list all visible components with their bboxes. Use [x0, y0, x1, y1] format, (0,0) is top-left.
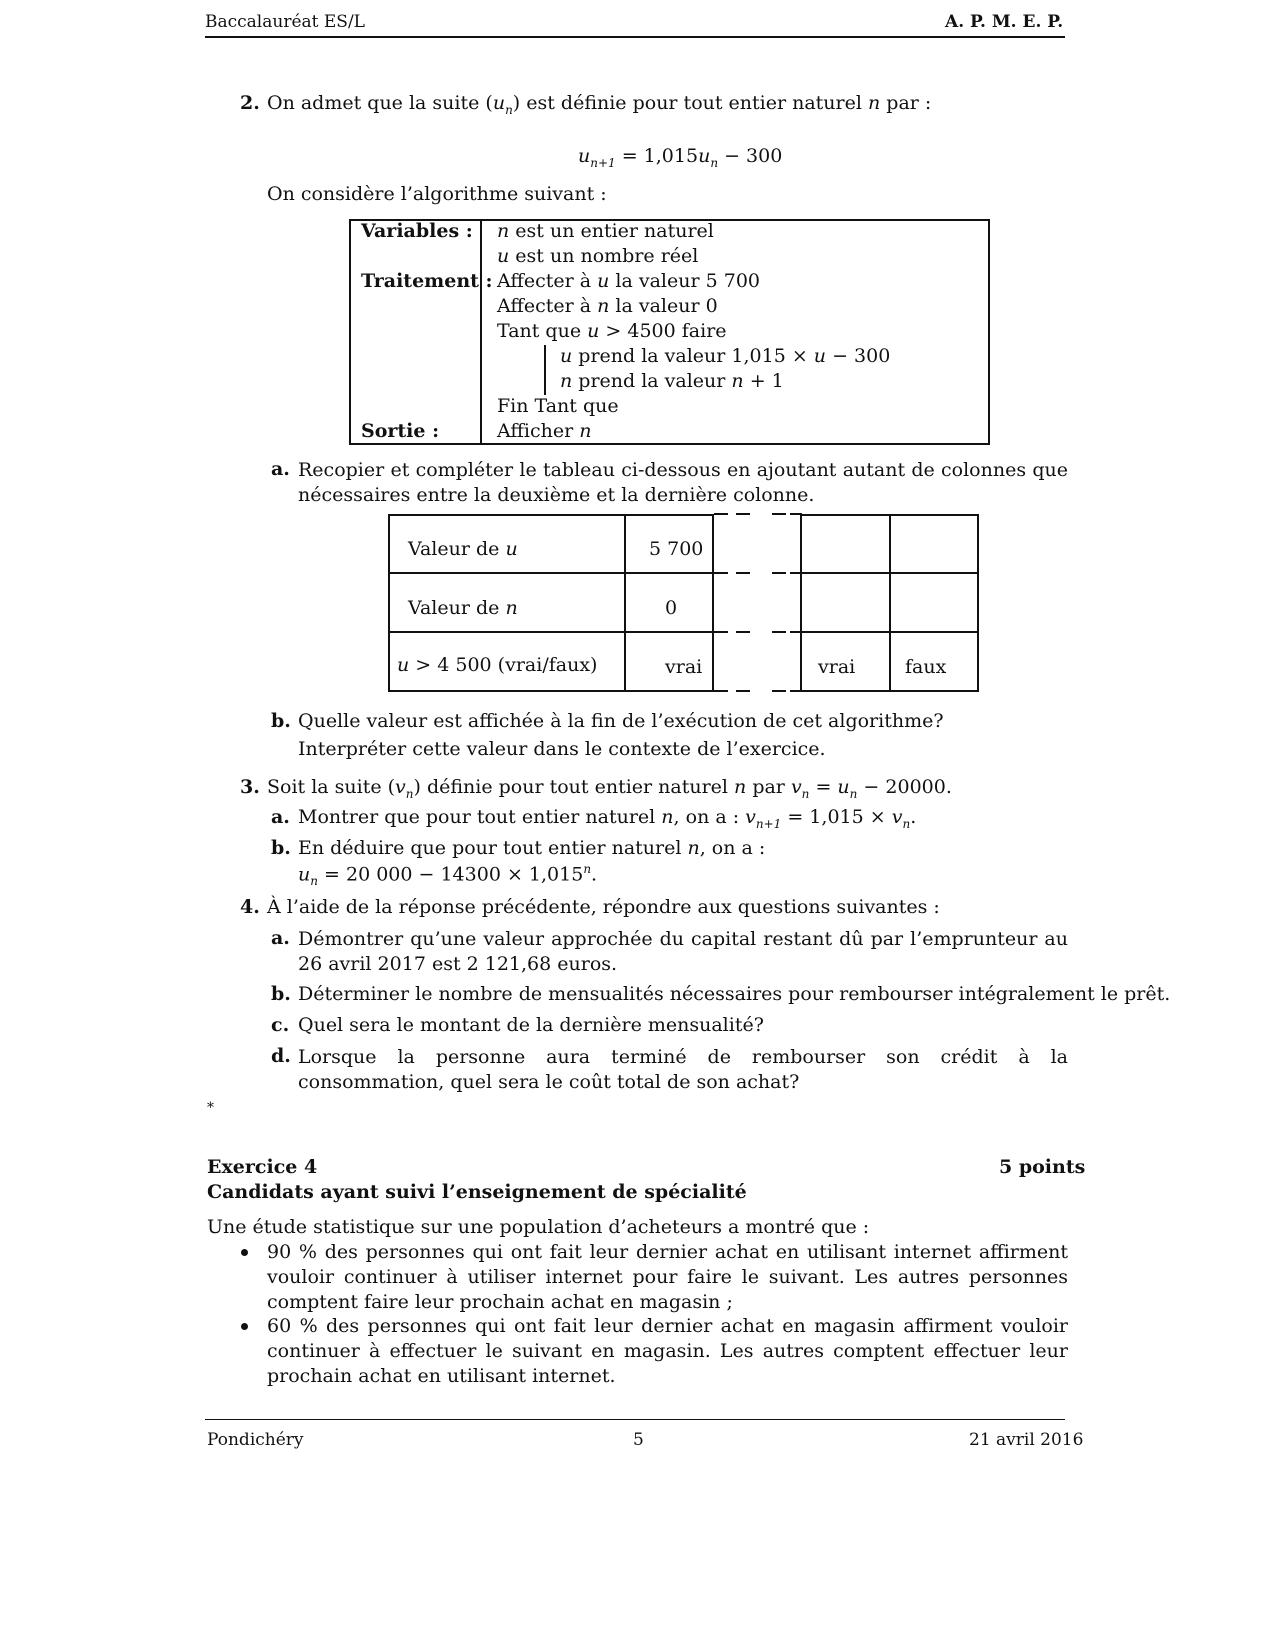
algo-label-traitement: Traitement : — [361, 270, 493, 292]
table-dash — [714, 690, 728, 692]
q2-consider: On considère l’algorithme suivant : — [267, 183, 607, 205]
table-dash — [736, 690, 750, 692]
footer-right: 21 avril 2016 — [969, 1430, 1084, 1450]
table-dash — [790, 631, 802, 633]
exercise-subtitle: Candidats ayant suivi l’enseignement de spécialité — [207, 1181, 747, 1203]
table-row2-value1: 0 — [665, 597, 678, 619]
table-dash — [772, 513, 786, 515]
table-dash — [790, 572, 802, 574]
q3-number: 3. — [240, 776, 260, 798]
q4-number: 4. — [240, 896, 260, 918]
algo-label-variables: Variables : — [361, 220, 473, 242]
q3-intro: Soit la suite $(v_n)$ définie pour tout entier naturel n par $v_n = u_n - 20000$. — [267, 776, 952, 801]
table-dash — [790, 690, 802, 692]
q2-number: 2. — [240, 92, 260, 114]
table-row3-value3: vrai — [818, 656, 856, 678]
q4b-text: Déterminer le nombre de mensualités nécessaires pour rembourser intégralement le prêt. — [298, 983, 1171, 1005]
q3a-text: Montrer que pour tout entier naturel n, on a : $v_{n+1} = 1,015 \times v_n$. — [298, 806, 917, 831]
q4c-label: c. — [271, 1014, 290, 1036]
header-rule — [205, 36, 1065, 38]
table-dash — [736, 513, 750, 515]
q3b-formula: $u_n = 20$ $000 - 14300 \times 1,015^n$. — [298, 862, 598, 889]
table-row3-value1: vrai — [665, 656, 703, 678]
table-dash — [714, 572, 728, 574]
q4a-label: a. — [271, 927, 290, 949]
q2-recurrence-formula: $u_{n+1} = 1,015u_n - 300$ — [578, 145, 783, 170]
bullet-item-1: 90 % des personnes qui ont fait leur dernier achat en utilisant internet affirment vouloir continuer à utiliser internet pour faire le suivant. Les autres personnes comptent faire leur prochain achat en magasin ; — [267, 1241, 1068, 1313]
header-right: A. P. M. E. P. — [945, 12, 1064, 32]
algorithm-divider — [480, 219, 482, 445]
q4a-text: Démontrer qu’une valeur approchée du capital restant dû par l’emprunteur au 26 avril 2017 est 2 121,68 euros. — [298, 928, 1068, 975]
q3a-label: a. — [271, 806, 290, 828]
header-left: Baccalauréat ES/L — [205, 12, 365, 32]
exercise-title: Exercice 4 — [207, 1156, 318, 1178]
algo-loop-bar — [544, 345, 546, 395]
table-row3-value4: faux — [905, 656, 947, 678]
table-col-divider — [624, 514, 626, 692]
algo-line-4: Affecter à n la valeur 0 — [497, 295, 718, 317]
exercise-intro: Une étude statistique sur une population d’acheteurs a montré que : — [207, 1216, 870, 1238]
table-row-divider-1 — [388, 572, 714, 574]
algo-line-6: u prend la valeur 1,015 × u − 300 — [560, 345, 891, 367]
bullet-item-2: 60 % des personnes qui ont fait leur dernier achat en magasin affirment vouloir continuer à effectuer le suivant en magasin. Les autres comptent effectuer leur prochain achat en utilisant internet. — [267, 1315, 1068, 1387]
q4c-text: Quel sera le montant de la dernière mensualité? — [298, 1014, 764, 1036]
exercise-points: 5 points — [999, 1156, 1086, 1178]
bullet-icon — [241, 1249, 248, 1256]
table-right-row-divider-2 — [800, 631, 979, 633]
table-dash — [736, 631, 750, 633]
table-right-col-divider — [889, 514, 891, 692]
qb-label: b. — [271, 710, 291, 732]
table-dash — [772, 572, 786, 574]
table-row2-label: Valeur de n — [408, 597, 518, 619]
table-dash — [714, 631, 728, 633]
qb-line2: Interpréter cette valeur dans le contexte de l’exercice. — [298, 738, 826, 760]
algo-line-3: Affecter à u la valeur 5 700 — [497, 270, 761, 292]
q3b-text: En déduire que pour tout entier naturel n, on a : — [298, 837, 766, 859]
footer-rule — [205, 1419, 1065, 1420]
algo-line-2: u est un nombre réel — [497, 245, 699, 267]
qb-line1: Quelle valeur est affichée à la fin de l’exécution de cet algorithme? — [298, 710, 944, 732]
q4d-label: d. — [271, 1045, 291, 1067]
table-row3-label: u > 4 500 (vrai/faux) — [397, 654, 598, 676]
bullet-icon — [241, 1323, 248, 1330]
table-dash — [772, 690, 786, 692]
algo-line-1: n est un entier naturel — [497, 220, 714, 242]
algo-line-5: Tant que u > 4500 faire — [497, 320, 727, 342]
algo-label-sortie: Sortie : — [361, 420, 440, 442]
qa-label: a. — [271, 458, 290, 480]
table-row1-value1: 5 700 — [649, 538, 704, 560]
q2-intro: On admet que la suite $(u_n)$ est définie pour tout entier naturel n par : — [267, 92, 932, 117]
q4d-text: Lorsque la personne aura terminé de rembourser son crédit à la consommation, quel sera le coût total de son achat? — [298, 1046, 1068, 1093]
table-dash — [714, 513, 728, 515]
algo-line-8: Fin Tant que — [497, 395, 619, 417]
table-dash — [790, 513, 802, 515]
footer-page-number: 5 — [633, 1430, 644, 1450]
footer-left: Pondichéry — [207, 1430, 304, 1450]
q4b-label: b. — [271, 983, 291, 1005]
algo-line-9: Afficher n — [497, 420, 592, 442]
q3b-label: b. — [271, 837, 291, 859]
algo-line-7: n prend la valeur n + 1 — [560, 370, 784, 392]
table-row1-label: Valeur de u — [408, 538, 518, 560]
q4-intro: À l’aide de la réponse précédente, répondre aux questions suivantes : — [267, 896, 940, 918]
table-row-divider-2 — [388, 631, 714, 633]
separator-star: * — [207, 1100, 214, 1116]
qa-text: Recopier et compléter le tableau ci-dessous en ajoutant autant de colonnes que nécessaires entre la deuxième et la dernière colonne. — [298, 459, 1068, 506]
table-dash — [772, 631, 786, 633]
table-right-row-divider-1 — [800, 572, 979, 574]
table-dash — [736, 572, 750, 574]
